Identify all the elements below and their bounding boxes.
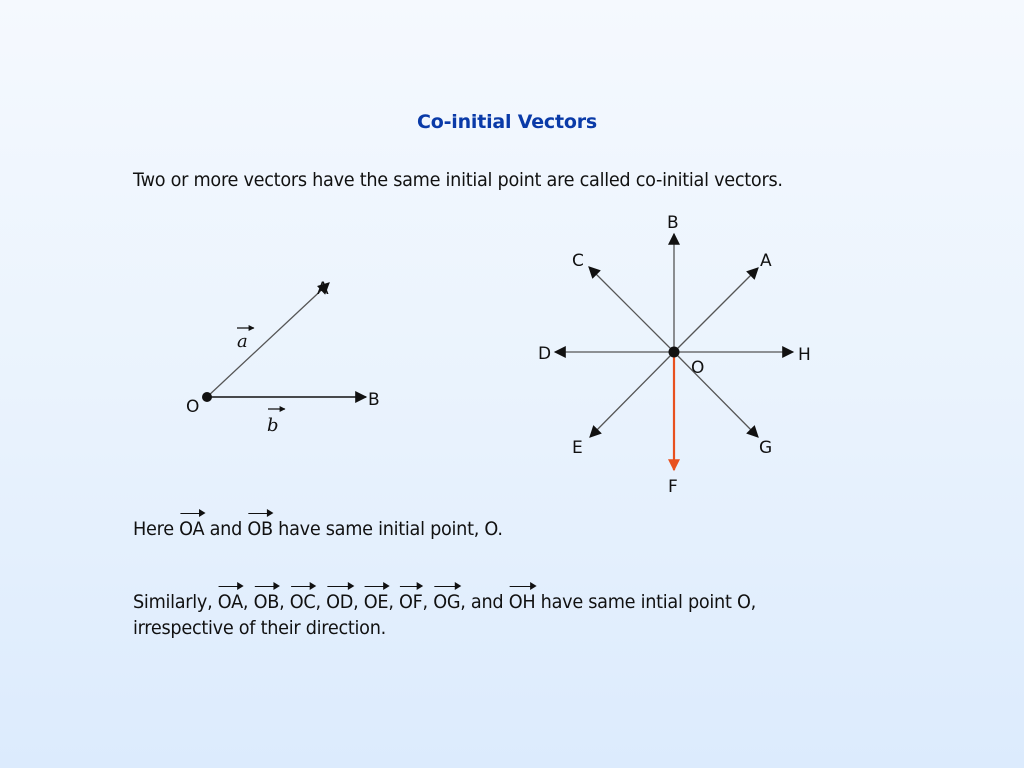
star-label-e: E: [572, 438, 583, 458]
origin-label: O: [186, 397, 200, 417]
star-label-a: A: [760, 251, 772, 271]
point-b-label: B: [368, 390, 380, 410]
here-prefix: Here: [133, 518, 180, 540]
star-label-f: F: [668, 477, 678, 497]
vector-oa-notation: OA: [217, 591, 243, 613]
page-title: Co-initial Vectors: [416, 111, 597, 133]
vector-oe-star: [590, 352, 674, 437]
similar-suffix: have same intial point O,: [535, 591, 756, 613]
star-diagram: [538, 213, 811, 497]
vector-ob-notation: OB: [247, 518, 273, 540]
star-origin-point: [669, 347, 680, 358]
vector-oe-notation: OE: [363, 591, 389, 613]
star-label-d: D: [538, 344, 552, 364]
vector-oa-line: [207, 283, 329, 397]
vector-oc-star: [589, 267, 674, 352]
vector-oc-notation: OC: [289, 591, 316, 613]
left-diagram: [186, 279, 380, 436]
vector-oa-notation: OA: [179, 518, 205, 540]
star-label-b: B: [667, 213, 679, 233]
star-label-c: C: [572, 251, 584, 271]
here-mid: and: [204, 518, 248, 540]
vector-od-notation: OD: [326, 591, 354, 613]
vector-of-notation: OF: [398, 591, 423, 613]
vector-ob-notation: OB: [253, 591, 280, 613]
similar-line2: irrespective of their direction.: [133, 617, 386, 639]
here-suffix: have same initial point, O.: [272, 518, 503, 540]
star-label-origin: O: [691, 358, 705, 378]
similarly-statement: Similarly, OA, OB, OC, OD, OE, OF, OG, and OH have same intial point O, irrespective of their direction.: [133, 591, 756, 639]
similar-prefix: Similarly,: [133, 591, 218, 613]
definition-text: Two or more vectors have the same initial point are called co-initial vectors.: [133, 169, 783, 191]
vector-oh-notation: OH: [508, 591, 536, 613]
star-label-g: G: [759, 438, 773, 458]
star-label-h: H: [798, 345, 811, 365]
vector-b-label: b: [267, 415, 279, 436]
similar-and: , and: [460, 591, 509, 613]
vector-og-star: [674, 352, 758, 437]
vector-oa-star: [674, 268, 758, 352]
point-a-label: A: [317, 279, 329, 299]
origin-point: [202, 392, 212, 402]
vector-a-label: a: [237, 331, 248, 352]
here-statement: [133, 516, 503, 542]
vector-og-notation: OG: [433, 591, 461, 613]
